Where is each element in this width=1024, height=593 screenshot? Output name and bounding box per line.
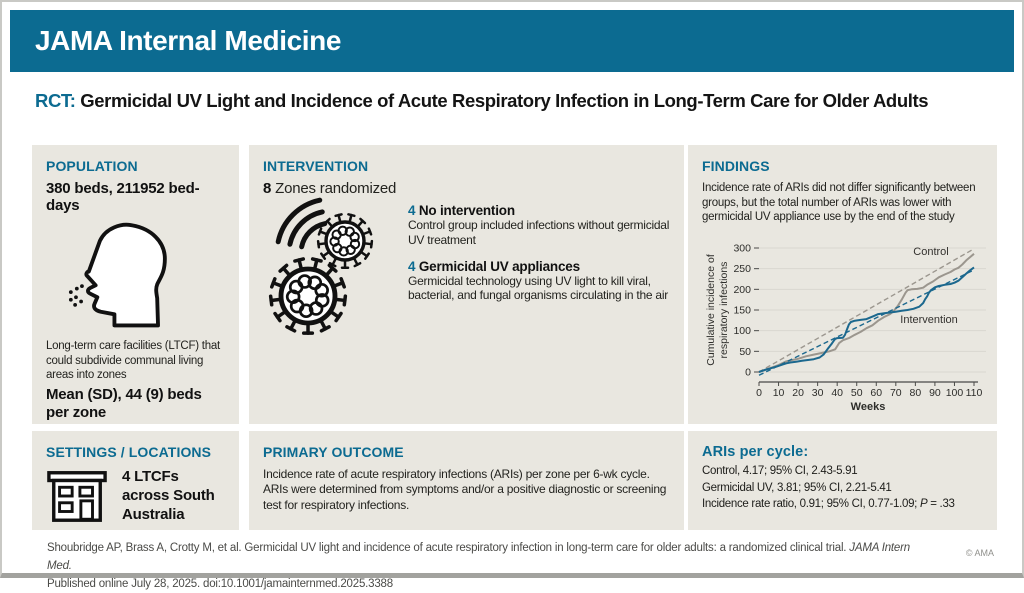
study-title-text: Germicidal UV Light and Incidence of Acute Respiratory Infection in Long-Term Care for Older Adults xyxy=(76,90,929,111)
cumulative-incidence-chart xyxy=(692,237,992,415)
svg-text:90: 90 xyxy=(929,387,941,399)
group-name: No intervention xyxy=(415,203,515,218)
svg-text:20: 20 xyxy=(792,387,804,399)
svg-text:30: 30 xyxy=(812,387,824,399)
group-count: 4 xyxy=(408,203,415,218)
ratio-p-value: = .33 xyxy=(927,498,954,510)
building-icon xyxy=(46,468,108,524)
findings-heading: FINDINGS xyxy=(702,158,989,174)
primary-outcome-panel xyxy=(249,431,684,530)
citation-journal: JAMA Intern Med. xyxy=(47,542,910,572)
journal-title: JAMA Internal Medicine xyxy=(10,25,341,57)
settings-text: 4 LTCFs across South Australia xyxy=(122,468,227,524)
svg-text:Intervention: Intervention xyxy=(900,314,957,326)
findings-panel xyxy=(688,145,997,424)
aris-heading: ARIs per cycle: xyxy=(702,444,991,460)
svg-text:300: 300 xyxy=(733,243,751,255)
population-description: Long-term care facilities (LTCF) that could subdivide communal living areas into zones xyxy=(46,339,227,383)
journal-header-band xyxy=(10,10,1014,72)
svg-text:80: 80 xyxy=(910,387,922,399)
copyright-ama: © AMA xyxy=(966,548,994,558)
findings-summary: Incidence rate of ARIs did not differ significantly between groups, but the total number of ARIs was lower with germicidal UV appliance use by the end of the study xyxy=(702,181,995,225)
aris-per-cycle-panel xyxy=(688,431,997,530)
virus-icon xyxy=(269,193,419,363)
group-germicidal-uv xyxy=(408,259,670,304)
group-description: Germicidal technology using UV light to kill viral, bacterial, and fungal organisms circulating in the air xyxy=(408,274,670,304)
svg-text:100: 100 xyxy=(946,387,964,399)
zones-label: Zones randomized xyxy=(271,180,396,197)
svg-text:0: 0 xyxy=(756,387,762,399)
settings-heading: SETTINGS / LOCATIONS xyxy=(46,444,227,460)
study-type-tag: RCT: xyxy=(35,90,76,111)
svg-text:60: 60 xyxy=(870,387,882,399)
primary-outcome-heading: PRIMARY OUTCOME xyxy=(263,444,672,460)
population-mean: Mean (SD), 44 (9) beds per zone xyxy=(46,386,216,422)
population-panel xyxy=(32,145,239,424)
svg-text:110: 110 xyxy=(966,387,983,399)
svg-text:70: 70 xyxy=(890,387,902,399)
group-title xyxy=(408,203,670,218)
page-title xyxy=(35,90,1010,112)
intervention-heading: INTERVENTION xyxy=(263,158,672,174)
svg-text:150: 150 xyxy=(733,305,751,317)
aris-germicidal-uv: Germicidal UV, 3.81; 95% CI, 2.21-5.41 xyxy=(702,480,991,497)
group-count: 4 xyxy=(408,259,415,274)
svg-text:Weeks: Weeks xyxy=(851,401,886,413)
svg-text:40: 40 xyxy=(831,387,843,399)
group-title xyxy=(408,259,670,274)
group-no-intervention xyxy=(408,203,670,248)
uv-virus-icons xyxy=(269,193,419,368)
intervention-panel xyxy=(249,145,684,424)
svg-text:100: 100 xyxy=(733,325,751,337)
aris-rate-ratio xyxy=(702,496,991,513)
citation-doi: Published online July 28, 2025. doi:10.1001/jamainternmed.2025.3388 xyxy=(47,578,393,590)
svg-text:Control: Control xyxy=(913,246,948,258)
ratio-prefix: Incidence rate ratio, 0.91; 95% CI, 0.77-1.09; xyxy=(702,498,920,510)
primary-outcome-text: Incidence rate of acute respiratory infections (ARIs) per zone per 6-wk cycle. ARIs were determined from symptoms and/or a positive diagnostic or screening test for respiratory infections. xyxy=(263,467,673,513)
svg-text:10: 10 xyxy=(773,387,785,399)
zones-count: 8 xyxy=(263,180,271,197)
svg-text:50: 50 xyxy=(739,346,751,358)
group-name: Germicidal UV appliances xyxy=(415,259,580,274)
svg-text:respiratory infections: respiratory infections xyxy=(718,262,730,359)
aris-control: Control, 4.17; 95% CI, 2.43-5.91 xyxy=(702,463,991,480)
citation-text: Shoubridge AP, Brass A, Crotty M, et al. Germicidal UV light and incidence of acute respiratory infection in long-term care for older adults: a randomized clinical trial. xyxy=(47,542,849,554)
citation xyxy=(47,540,927,593)
ratio-p-symbol: P xyxy=(920,498,927,510)
settings-panel xyxy=(32,431,239,530)
svg-text:50: 50 xyxy=(851,387,863,399)
population-stat: 380 beds, 211952 bed-days xyxy=(46,180,227,214)
svg-text:200: 200 xyxy=(733,284,751,296)
svg-text:250: 250 xyxy=(733,263,751,275)
intervention-groups xyxy=(408,203,670,314)
group-description: Control group included infections without germicidal UV treatment xyxy=(408,218,670,248)
population-heading: POPULATION xyxy=(46,158,227,174)
head-cough-icon xyxy=(64,220,227,335)
svg-text:0: 0 xyxy=(745,367,751,379)
svg-text:Cumulative incidence of: Cumulative incidence of xyxy=(705,254,717,366)
